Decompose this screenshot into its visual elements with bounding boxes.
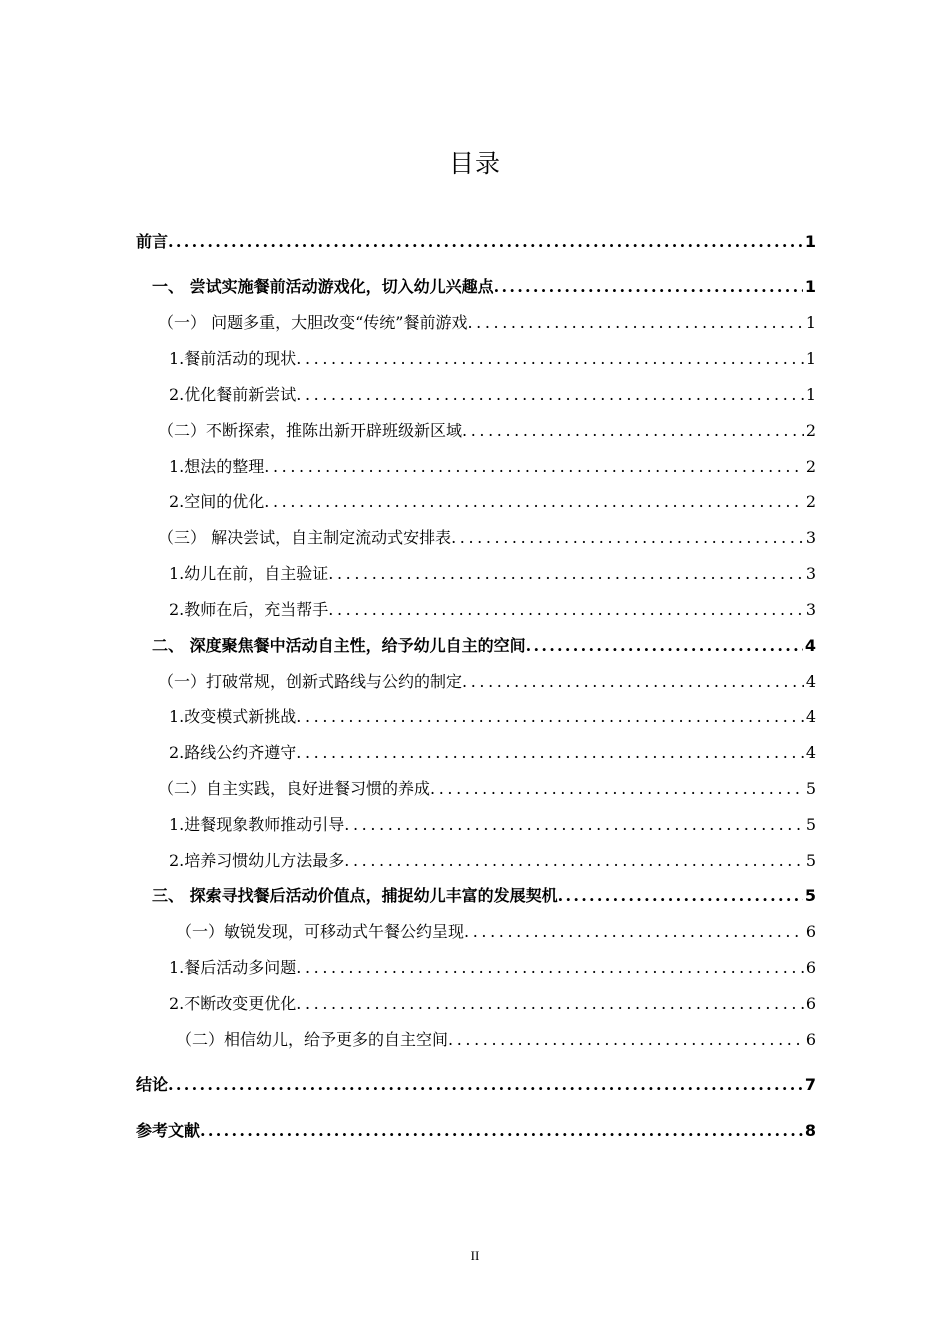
- toc-entry-page: 6: [805, 958, 816, 977]
- toc-entry[interactable]: [136, 1117, 816, 1145]
- toc-entry-page: 6: [805, 922, 816, 941]
- toc-entry-text: 结论: [136, 1075, 169, 1094]
- toc-entry-text: （二）相信幼儿，给予更多的自主空间: [176, 1030, 449, 1049]
- toc-entry-page: 1: [805, 313, 816, 332]
- toc-entry-page: 2: [805, 492, 816, 511]
- toc-entry-page: 6: [805, 994, 816, 1013]
- toc-entry[interactable]: [169, 703, 816, 731]
- toc-entry[interactable]: [152, 882, 816, 910]
- toc-leader-dots: [296, 703, 804, 731]
- toc-entry-page: 1: [804, 232, 816, 251]
- toc-entry-text: 2.优化餐前新尝试: [169, 385, 297, 404]
- toc-entry[interactable]: [169, 488, 816, 516]
- toc-leader-dots: [558, 882, 803, 910]
- toc-leader-dots: [328, 560, 804, 588]
- toc-entry-page: 5: [805, 779, 816, 798]
- toc-leader-dots: [526, 632, 803, 660]
- toc-leader-dots: [462, 668, 804, 696]
- toc-entry-text: 2.培养习惯幼儿方法最多: [169, 851, 345, 870]
- toc-entry-text: 1.进餐现象教师推动引导: [169, 815, 345, 834]
- toc-leader-dots: [168, 1071, 803, 1099]
- toc-leader-dots: [451, 524, 804, 552]
- toc-entry[interactable]: [169, 596, 816, 624]
- toc-entry[interactable]: [136, 228, 816, 256]
- toc-leader-dots: [296, 381, 804, 409]
- page-number: II: [470, 1248, 480, 1263]
- toc-entry[interactable]: [169, 847, 816, 875]
- toc-entry-page: 3: [805, 600, 816, 619]
- toc-entry-text: 1.想法的整理: [169, 457, 265, 476]
- page-title: 目录: [448, 149, 501, 178]
- toc-entry-text: 三、 探索寻找餐后活动价值点，捕捉幼儿丰富的发展契机: [152, 886, 558, 905]
- toc-entry[interactable]: [158, 309, 816, 337]
- toc-entry[interactable]: [176, 918, 816, 946]
- toc-entry-page: 1: [805, 385, 816, 404]
- toc-leader-dots: [264, 488, 804, 516]
- toc-entry[interactable]: [158, 668, 816, 696]
- toc-entry-page: 4: [805, 743, 816, 762]
- toc-entry-page: 6: [805, 1030, 816, 1049]
- toc-leader-dots: [296, 739, 804, 767]
- toc-entry-text: （一）敏锐发现，可移动式午餐公约呈现: [176, 922, 465, 941]
- toc-entry[interactable]: [169, 739, 816, 767]
- toc-leader-dots: [462, 417, 804, 445]
- toc-entry-page: 4: [805, 707, 816, 726]
- toc-entry-page: 7: [804, 1075, 816, 1094]
- toc-entry[interactable]: [169, 453, 816, 481]
- toc-entry[interactable]: [169, 990, 816, 1018]
- toc-entry-page: 4: [804, 636, 816, 655]
- toc-leader-dots: [168, 228, 803, 256]
- toc-leader-dots: [464, 918, 804, 946]
- toc-entry-page: 4: [805, 672, 816, 691]
- toc-entry-page: 5: [805, 851, 816, 870]
- toc-entry-page: 8: [804, 1121, 816, 1140]
- toc-entry-page: 2: [805, 457, 816, 476]
- toc-leader-dots: [448, 1026, 804, 1054]
- toc-entry[interactable]: [169, 560, 816, 588]
- toc-leader-dots: [296, 990, 804, 1018]
- toc-leader-dots: [430, 775, 804, 803]
- toc-entry[interactable]: [136, 1071, 816, 1099]
- toc-entry[interactable]: [176, 1026, 816, 1054]
- toc-entry-text: （三） 解决尝试，自主制定流动式安排表: [158, 528, 452, 547]
- toc-entry-text: （二）自主实践，良好进餐习惯的养成: [158, 779, 431, 798]
- toc-entry-page: 5: [805, 815, 816, 834]
- toc-leader-dots: [264, 453, 804, 481]
- toc-entry[interactable]: [158, 524, 816, 552]
- toc-leader-dots: [328, 596, 804, 624]
- toc-entry[interactable]: [169, 811, 816, 839]
- toc-entry-text: 二、 深度聚焦餐中活动自主性，给予幼儿自主的空间: [152, 636, 526, 655]
- toc-entry[interactable]: [152, 632, 816, 660]
- toc-entry-page: 1: [804, 277, 816, 296]
- toc-entry-page: 2: [805, 421, 816, 440]
- toc-entry-text: （二）不断探索，推陈出新开辟班级新区域: [158, 421, 463, 440]
- toc-entry-text: （一）打破常规，创新式路线与公约的制定: [158, 672, 463, 691]
- toc-entry[interactable]: [169, 954, 816, 982]
- toc-entry[interactable]: [152, 273, 816, 301]
- toc-entry[interactable]: [158, 775, 816, 803]
- toc-entry-page: 1: [805, 349, 816, 368]
- toc-leader-dots: [344, 847, 804, 875]
- toc-entry-text: 1.幼儿在前，自主验证: [169, 564, 329, 583]
- toc-leader-dots: [467, 309, 803, 337]
- toc-entry-text: 一、 尝试实施餐前活动游戏化，切入幼儿兴趣点: [152, 277, 494, 296]
- toc-entry-text: 2.路线公约齐遵守: [169, 743, 297, 762]
- toc-entry-page: 5: [804, 886, 816, 905]
- toc-entry-text: 1.改变模式新挑战: [169, 707, 297, 726]
- toc-entry-text: 2.教师在后，充当帮手: [169, 600, 329, 619]
- toc-entry-text: （一） 问题多重，大胆改变“传统”餐前游戏: [158, 313, 468, 332]
- toc-leader-dots: [494, 273, 803, 301]
- toc-entry[interactable]: [158, 417, 816, 445]
- toc-entry-page: 3: [805, 528, 816, 547]
- toc-entry-text: 2.不断改变更优化: [169, 994, 297, 1013]
- toc-entry-text: 2.空间的优化: [169, 492, 265, 511]
- toc-leader-dots: [296, 345, 804, 373]
- toc-leader-dots: [200, 1117, 803, 1145]
- toc-entry-text: 1.餐后活动多问题: [169, 958, 297, 977]
- toc-entry-page: 3: [805, 564, 816, 583]
- toc-entry-text: 参考文献: [136, 1121, 201, 1140]
- toc-entry-text: 前言: [136, 232, 169, 251]
- toc-leader-dots: [344, 811, 804, 839]
- toc-entry-text: 1.餐前活动的现状: [169, 349, 297, 368]
- toc-leader-dots: [296, 954, 804, 982]
- toc-entry[interactable]: [169, 381, 816, 409]
- toc-entry[interactable]: [169, 345, 816, 373]
